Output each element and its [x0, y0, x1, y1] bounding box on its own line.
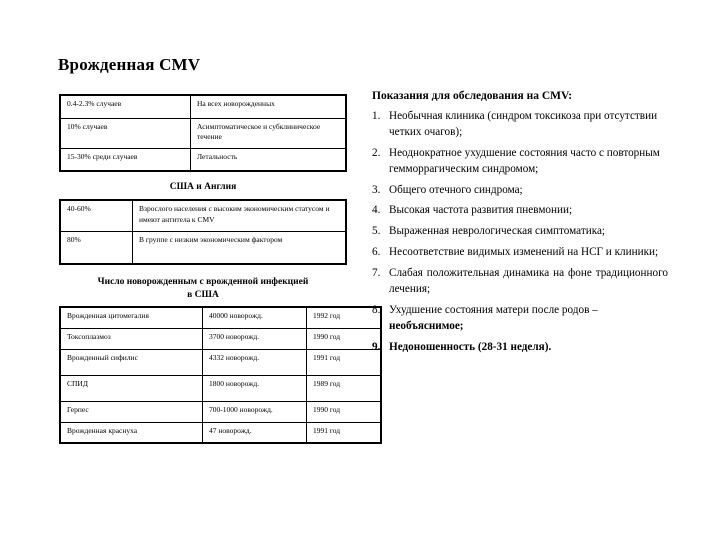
cell-value: 80% [60, 232, 133, 264]
cell-infection: Герпес [60, 401, 203, 422]
cell-count: 4332 новорожд. [203, 349, 307, 375]
list-item [372, 303, 668, 335]
cell-value: 40-60% [60, 200, 133, 232]
left-content-column [59, 94, 347, 444]
list-item-text: Высокая частота развития пневмонии; [389, 204, 573, 217]
cell-description: Взрослого населения с высоким экономическим статусом и имеют антитела к CMV [133, 200, 347, 232]
page-title: Врожденная CMV [58, 55, 201, 74]
list-item [372, 109, 668, 141]
cell-description: Летальность [191, 148, 347, 171]
cell-year: 1990 год [307, 328, 382, 349]
list-item-text [389, 304, 598, 332]
cell-description: На всех новорожденных [191, 95, 347, 118]
cell-count: 1800 новорожд. [203, 375, 307, 401]
cell-description: Асимптоматическое и субклиническое течение [191, 118, 347, 148]
list-item [372, 224, 668, 240]
cell-count: 3700 новорожд. [203, 328, 307, 349]
list-item [372, 203, 668, 219]
indications-list [372, 109, 668, 356]
table-row [60, 118, 346, 148]
list-item-text: Необычная клиника (синдром токсикоза при отсутствии четких очагов); [389, 109, 658, 138]
right-content-column [372, 89, 668, 361]
list-item-text: Недоношенность (28-31 неделя). [389, 340, 552, 353]
cell-count: 40000 новорожд. [203, 307, 307, 328]
cell-year: 1991 год [307, 349, 382, 375]
cell-infection: Врожденная краснуха [60, 422, 203, 443]
list-item [372, 340, 668, 356]
list-item-text: Несоответствие видимых изменений на НСГ и клиники; [389, 246, 659, 259]
cell-count: 47 новорожд. [203, 422, 307, 443]
list-item [372, 245, 668, 261]
cell-infection: Токсоплазмоз [60, 328, 203, 349]
list-item-text: Общего отечного синдрома; [389, 183, 523, 196]
table-row [60, 328, 381, 349]
list-item-number: 5. [372, 225, 381, 238]
list-item [372, 266, 668, 298]
cell-year: 1992 год [307, 307, 382, 328]
table-cmv-prevalence [59, 94, 347, 172]
cell-count: 700-1000 новорожд. [203, 401, 307, 422]
cell-year: 1990 год [307, 401, 382, 422]
list-item [372, 146, 668, 178]
list-item-text: Слабая положительная динамика на фоне традиционного лечения; [389, 267, 668, 296]
heading-usa-england: США и Англия [169, 182, 237, 192]
list-item-number: 3. [372, 183, 381, 196]
cell-value: 15-30% среди случаев [60, 148, 191, 171]
table-seroprevalence [59, 199, 347, 265]
table-row [60, 307, 381, 328]
indications-title: Показания для обследования на CMV: [372, 90, 573, 102]
table-row [60, 401, 381, 422]
table-row [60, 200, 346, 232]
cell-infection: Врожденный сифилис [60, 349, 203, 375]
heading-incidence-line1: Число новорожденным с врожденной инфекцией [97, 276, 309, 287]
list-item-number: 8. [372, 304, 381, 316]
cell-value: 0.4-2.3% случаев [60, 95, 191, 118]
cell-infection: СПИД [60, 375, 203, 401]
table-row [60, 148, 346, 171]
cell-infection: Врожденная цитомегалия [60, 307, 203, 328]
list-item [372, 183, 668, 199]
table-row [60, 422, 381, 443]
table-row [60, 232, 346, 264]
table-row [60, 375, 381, 401]
list-item-text: Выраженная неврологическая симптоматика; [389, 225, 606, 238]
list-item-text-plain: Ухудшение состояния матери после родов – [389, 304, 598, 316]
cell-year: 1989 год [307, 375, 382, 401]
table-row [60, 349, 381, 375]
cell-year: 1991 год [307, 422, 382, 443]
cell-value: 10% случаев [60, 118, 191, 148]
cell-description: В группе с низким экономическим фактором [133, 232, 347, 264]
list-item-number: 7. [372, 267, 381, 280]
list-item-number: 1. [372, 109, 381, 122]
list-item-number: 2. [372, 146, 381, 159]
list-item-number: 4. [372, 204, 381, 217]
heading-incidence-line2: в США [187, 289, 219, 300]
list-item-number: 9. [372, 340, 381, 353]
table-newborn-infection-counts [59, 306, 382, 444]
heading-incidence [59, 276, 347, 302]
table-row [60, 95, 346, 118]
list-item-number: 6. [372, 246, 381, 259]
list-item-text: Неоднократное ухудшение состояния часто с повторным гемморрагическим синдромом; [389, 146, 660, 175]
list-item-text-emphasis: необъяснимое; [389, 319, 464, 332]
